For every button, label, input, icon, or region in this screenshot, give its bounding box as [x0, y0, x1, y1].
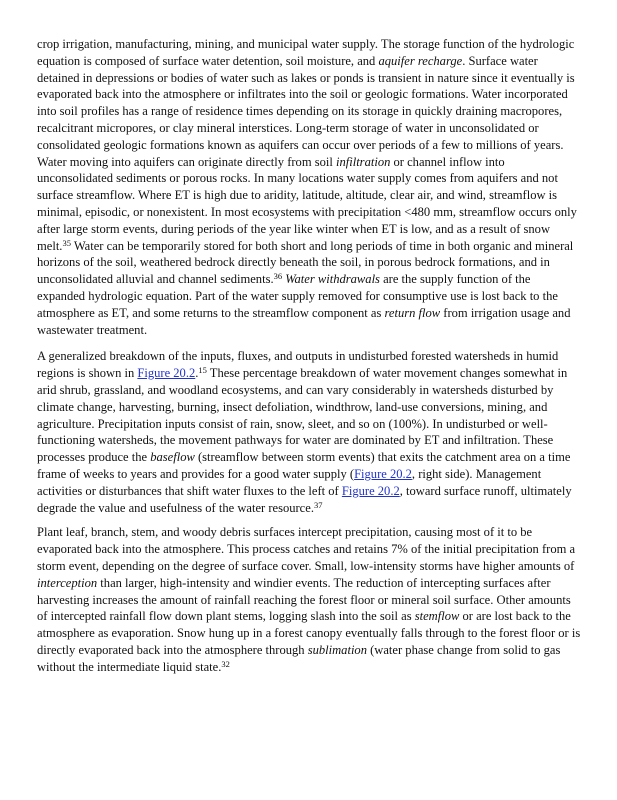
- footnote-reference: 15: [198, 365, 207, 376]
- italic-term: interception: [37, 575, 98, 590]
- body-text-run: than larger, high-intensity and windier events. The reduction of intercepting surfaces after harvesting increases the amount of rainfall reaching the forest floor or mineral soil surface. Other amounts of intercepted rainfall flow down plant stems, logging slash into the soil as: [37, 575, 571, 624]
- italic-term: sublimation: [307, 642, 367, 657]
- body-text-run: crop irrigation, manufacturing, mining, and municipal water supply. The storage function of the hydrologic equation is composed of surface water detention, soil moisture, and: [37, 37, 575, 68]
- paragraph-2: [37, 348, 581, 516]
- footnote-reference: 32: [221, 658, 230, 669]
- italic-term: infiltration: [335, 154, 391, 169]
- body-text-run: Plant leaf, branch, stem, and woody debris surfaces intercept precipitation, causing most of it to be evaporated back into the atmosphere. This process catches and retains 7% of the initial precipitation from a storm event, depending on the degree of surface cover. Small, low-intensity storms have higher amounts of: [37, 525, 576, 573]
- body-text-run: from irrigation usage and wastewater treatment.: [37, 305, 571, 337]
- italic-term: baseflow: [150, 450, 195, 465]
- body-text-run: Water can be temporarily stored for both short and long periods of time in both organic and mineral horizons of the soil, weathered bedrock directly beneath the soil, in porous bedrock formations, and in unconsolidated alluvial and channel sediments.: [37, 238, 574, 287]
- body-text-run: (streamflow between storm events) that exits the catchment area on a time frame of weeks to years and provides for a good water supply (: [37, 450, 571, 481]
- body-text-run: .: [195, 366, 199, 381]
- body-text-run: A generalized breakdown of the inputs, fluxes, and outputs in undisturbed forested watersheds in humid regions is shown in: [37, 349, 559, 381]
- body-text-run: , toward surface runoff, ultimately degrade the value and usefulness of the water resource.: [37, 483, 572, 515]
- body-text-run: (water phase change from solid to gas without the intermediate liquid state.: [37, 642, 561, 674]
- body-text-run: or channel inflow into unconsolidated sediments or porous rocks. In many locations water supply comes from aquifers and not surface streamflow. Where ET is high due to aridity, latitude, altitude, clear air, and wind, streamflow is minimal, episodic, or nonexistent. In most ecosystems with precipitation <480 mm, streamflow occurs only after large storm events, during periods of the year like winter when ET is low, and as a result of snow melt.: [37, 154, 577, 253]
- footnote-reference: 35: [62, 237, 71, 248]
- body-text-run: These percentage breakdown of water movement changes somewhat in arid shrub, grassland, and woodland ecosystems, and can vary considerably in watersheds disturbed by climate change, harvesting, burning, insect defoliation, windthrow, land-use conversions, mining, and agriculture. Precipitation inputs consist of rain, snow, sleet, and so on (100%). In undisturbed or well-functioning watersheds, the movement pathways for water are dominated by ET and infiltration. These processes produce the: [37, 366, 568, 465]
- paragraph-1: [37, 36, 581, 338]
- body-text-run: . Surface water detained in depressions or bodies of water such as lakes or ponds is transient in nature since it eventually is evaporated back into the atmosphere or infiltrates into the soil or geologic formations. Water incorporated into soil profiles has a range of residence times depending on its storage in quickly draining macropores, recalcitrant micropores, or clay mineral interstices. Long-term storage of water in unconsolidated or consolidated geologic formations known as aquifers can occur over periods of a few to millions of years. Water moving into aquifers can originate directly from soil: [37, 53, 575, 169]
- figure-link[interactable]: Figure 20.2: [354, 466, 412, 481]
- italic-term: return flow: [384, 305, 441, 320]
- italic-term: Water withdrawals: [285, 272, 380, 287]
- italic-term: stemflow: [414, 609, 460, 624]
- document-body: [37, 36, 581, 675]
- figure-link[interactable]: Figure 20.2: [137, 366, 196, 381]
- body-text-run: or are lost back to the atmosphere as evaporation. Snow hung up in a forest canopy eventually falls through to the forest floor or is directly evaporated back into the atmosphere through: [37, 609, 581, 657]
- figure-link[interactable]: Figure 20.2: [341, 483, 400, 498]
- footnote-reference: 36: [273, 271, 283, 282]
- footnote-reference: 37: [313, 499, 323, 510]
- body-text-run: are the supply function of the expanded hydrologic equation. Part of the water supply removed for consumptive use is lost back to the atmosphere as ET, and some returns to the streamflow component as: [37, 272, 558, 320]
- paragraph-3: [37, 524, 581, 675]
- body-text-run: , right side). Management activities or disturbances that shift water fluxes to the left of: [37, 466, 542, 498]
- italic-term: aquifer recharge: [378, 53, 463, 68]
